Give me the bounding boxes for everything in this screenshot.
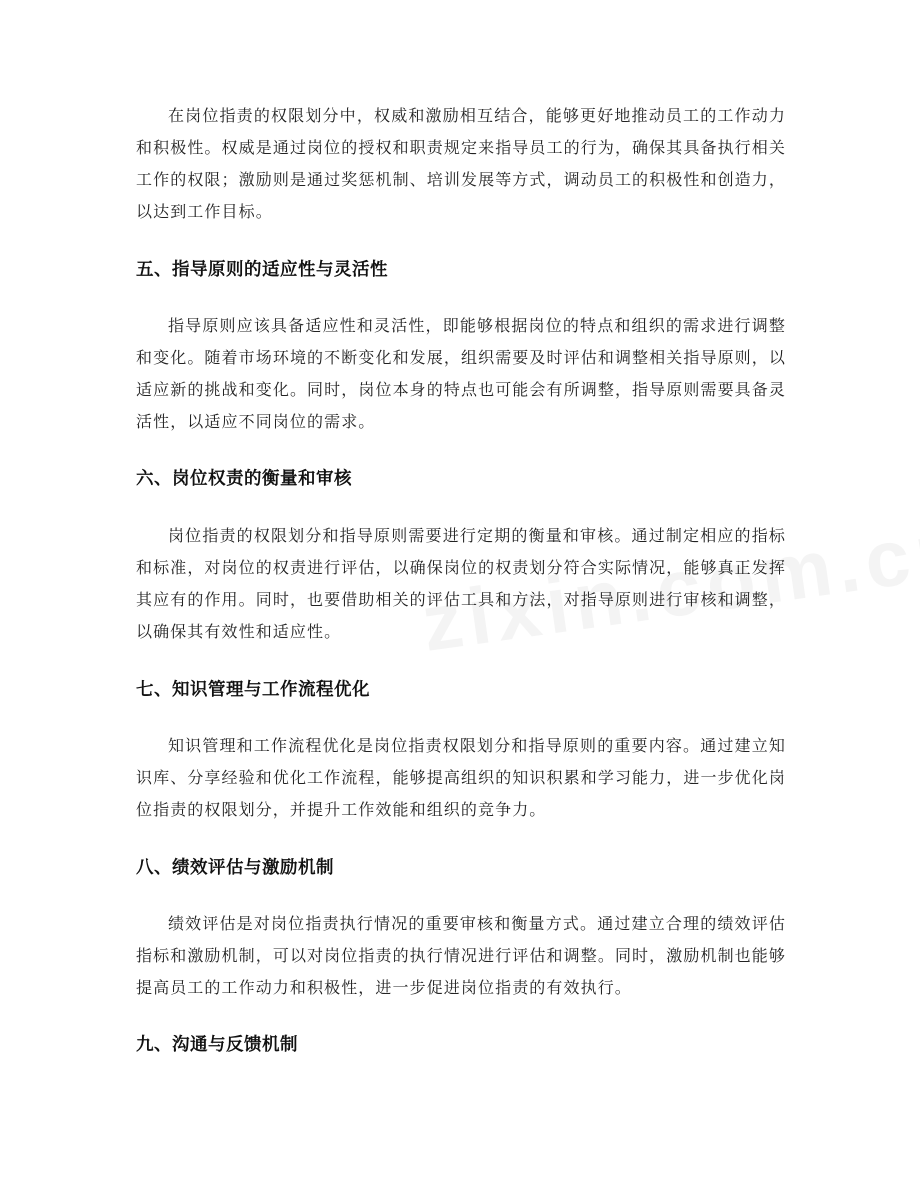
section-heading-9: 九、沟通与反馈机制 xyxy=(136,1035,298,1055)
section-body-5: 指导原则应该具备适应性和灵活性，即能够根据岗位的特点和组织的需求进行调整和变化。随着市场环境的不断变化和发展，组织需要及时评估和调整相关指导原则，以适应新的挑战和变化。同时，岗位本身的特点也可能会有所调整，指导原则需要具备灵活性，以适应不同岗位的需求。 xyxy=(136,316,786,431)
document-page xyxy=(136,100,786,1059)
intro-paragraph: 在岗位指责的权限划分中，权威和激励相互结合，能够更好地推动员工的工作动力和积极性。权威是通过岗位的授权和职责规定来指导员工的行为，确保其具备执行相关工作的权限；激励则是通过奖惩机制、培训发展等方式，调动员工的积极性和创造力，以达到工作目标。 xyxy=(136,106,786,221)
section-body-7: 知识管理和工作流程优化是岗位指责权限划分和指导原则的重要内容。通过建立知识库、分享经验和优化工作流程，能够提高组织的知识积累和学习能力，进一步优化岗位指责的权限划分，并提升工作效能和组织的竞争力。 xyxy=(136,736,786,819)
section-heading-6: 六、岗位权责的衡量和审核 xyxy=(136,469,352,489)
section-body-6: 岗位指责的权限划分和指导原则需要进行定期的衡量和审核。通过制定相应的指标和标准，对岗位的权责进行评估，以确保岗位的权责划分符合实际情况，能够真正发挥其应有的作用。同时，也要借助相关的评估工具和方法，对指导原则进行审核和调整，以确保其有效性和适应性。 xyxy=(136,526,786,641)
section-heading-7: 七、知识管理与工作流程优化 xyxy=(136,680,370,700)
section-heading-5: 五、指导原则的适应性与灵活性 xyxy=(136,260,388,280)
section-heading-8: 八、绩效评估与激励机制 xyxy=(136,858,334,878)
section-body-8: 绩效评估是对岗位指责执行情况的重要审核和衡量方式。通过建立合理的绩效评估指标和激励机制，可以对岗位指责的执行情况进行评估和调整。同时，激励机制也能够提高员工的工作动力和积极性，进一步促进岗位指责的有效执行。 xyxy=(136,914,786,997)
